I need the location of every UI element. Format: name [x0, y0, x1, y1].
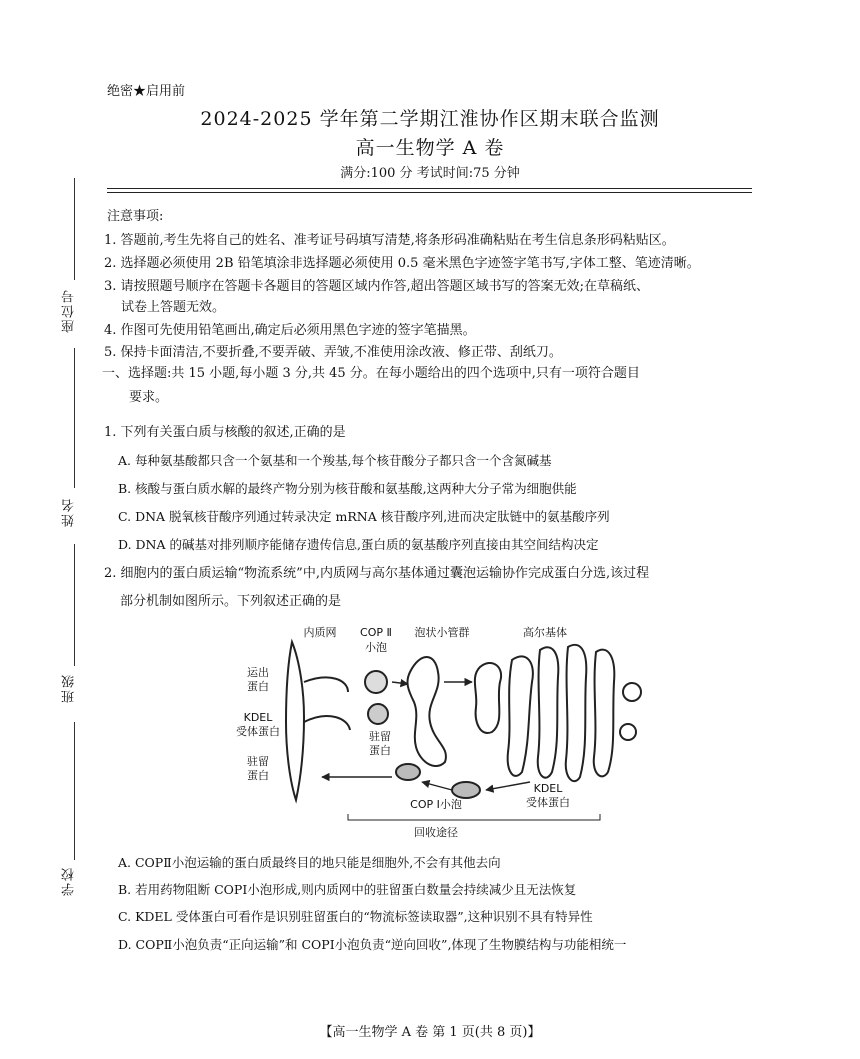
header-rule-bottom [107, 192, 752, 193]
label-kdel: KDEL [243, 711, 273, 724]
label-copi: COP Ⅰ小泡 [410, 798, 462, 811]
question-1-option-c: C. DNA 脱氧核苷酸序列通过转录决定 mRNA 核苷酸序列,进而决定肽链中的氨基酸序列 [118, 509, 610, 524]
note-item: 4. 作图可先使用铅笔画出,确定后必须用黑色字迹的签字笔描黑。 [104, 323, 476, 338]
label-export-2: 蛋白 [247, 680, 269, 693]
binding-line [74, 544, 75, 666]
label-vtc: 泡状小管群 [414, 626, 470, 639]
question-2-option-b: B. 若用药物阻断 COPⅠ小泡形成,则内质网中的驻留蛋白数量会持续减少且无法恢复 [118, 882, 577, 897]
notes-heading: 注意事项: [107, 209, 164, 224]
section-heading: 一、选择题:共 15 小题,每小题 3 分,共 45 分。在每小题给出的四个选项中,只有一项符合题目 [102, 366, 640, 381]
label-resident: 驻留 [247, 755, 269, 768]
score-time-info: 满分:100 分 考试时间:75 分钟 [340, 166, 520, 181]
header-rule-top [107, 188, 752, 189]
question-2-stem-cont: 部分机制如图所示。下列叙述正确的是 [120, 594, 342, 609]
note-item-continued: 试卷上答题无效。 [121, 300, 226, 315]
binding-line [74, 722, 75, 860]
label-resident-mid: 驻留 [369, 730, 391, 743]
question-1-option-d: D. DNA 的碱基对排列顺序能储存遗传信息,蛋白质的氨基酸序列直接由其空间结构决定 [118, 537, 599, 552]
vesicle-transport-figure [230, 622, 660, 842]
question-2-option-c: C. KDEL 受体蛋白可看作是识别驻留蛋白的“物流标签读取器”,这种识别不具有特异性 [118, 909, 593, 924]
label-kdel-2: 受体蛋白 [236, 725, 280, 738]
er-membrane [286, 642, 304, 800]
label-kdel-right: KDEL [533, 782, 563, 795]
label-golgi: 高尔基体 [523, 626, 567, 639]
label-kdel-right-2: 受体蛋白 [526, 796, 570, 809]
question-1-option-a: A. 每种氨基酸都只含一个氨基和一个羧基,每个核苷酸分子都只含一个含氮碱基 [118, 453, 552, 468]
question-2-option-d: D. COPⅡ小泡负责“正向运输”和 COPⅠ小泡负责“逆向回收”,体现了生物膜结构与功能相统一 [118, 937, 627, 952]
label-copii-2: 小泡 [365, 641, 387, 654]
vtc-cluster [407, 657, 445, 766]
note-item: 3. 请按照题号顺序在答题卡各题目的答题区域内作答,超出答题区域书写的答案无效;在草稿纸、 [104, 279, 650, 294]
label-er: 内质网 [303, 626, 337, 639]
note-item: 1. 答题前,考生先将自己的姓名、准考证号码填写清楚,将条形码准确粘贴在考生信息条形码粘贴区。 [104, 233, 675, 248]
label-resident-mid-2: 蛋白 [369, 744, 391, 757]
golgi-cisterna [594, 650, 615, 777]
golgi-cisterna [538, 647, 559, 777]
copii-vesicle [365, 671, 387, 693]
copii-vesicle [368, 704, 388, 724]
question-1-stem: 1. 下列有关蛋白质与核酸的叙述,正确的是 [104, 425, 346, 440]
confidential-mark: 绝密★启用前 [107, 84, 186, 99]
name-label: 姓名 [62, 497, 77, 527]
school-label: 学校 [62, 866, 77, 896]
question-1-option-b: B. 核酸与蛋白质水解的最终产物分别为核苷酸和氨基酸,这两种大分子常为细胞供能 [118, 481, 577, 496]
page-footer: 【高一生物学 A 卷 第 1 页(共 8 页)】 [319, 1025, 541, 1040]
seat-number-label: 座位号 [62, 288, 77, 333]
copi-vesicle [452, 782, 480, 798]
copi-vesicle [396, 764, 420, 780]
exam-subtitle: 高一生物学 A 卷 [355, 137, 505, 159]
note-item: 5. 保持卡面清洁,不要折叠,不要弄破、弄皱,不准使用涂改液、修正带、刮纸刀。 [104, 345, 562, 360]
question-2-stem: 2. 细胞内的蛋白质运输“物流系统”中,内质网与高尔基体通过囊泡运输协作完成蛋白分选,该过程 [104, 566, 650, 581]
label-recycle: 回收途径 [414, 826, 458, 839]
label-resident-2: 蛋白 [247, 769, 269, 782]
exam-title: 2024-2025 学年第二学期江淮协作区期末联合监测 [200, 108, 660, 130]
note-item: 2. 选择题必须使用 2B 铅笔填涂非选择题必须使用 0.5 毫米黑色字迹签字笔书写,字体工整、笔迹清晰。 [104, 256, 700, 271]
golgi-cisterna [566, 645, 587, 781]
class-label: 班级 [62, 673, 77, 703]
binding-line [74, 178, 75, 280]
question-2-option-a: A. COPⅡ小泡运输的蛋白质最终目的地只能是细胞外,不会有其他去向 [118, 855, 501, 870]
golgi-cisterna [508, 656, 533, 776]
label-export: 运出 [247, 666, 269, 679]
label-copii: COP Ⅱ [360, 626, 392, 639]
binding-line [74, 348, 75, 488]
section-heading-cont: 要求。 [129, 390, 169, 405]
